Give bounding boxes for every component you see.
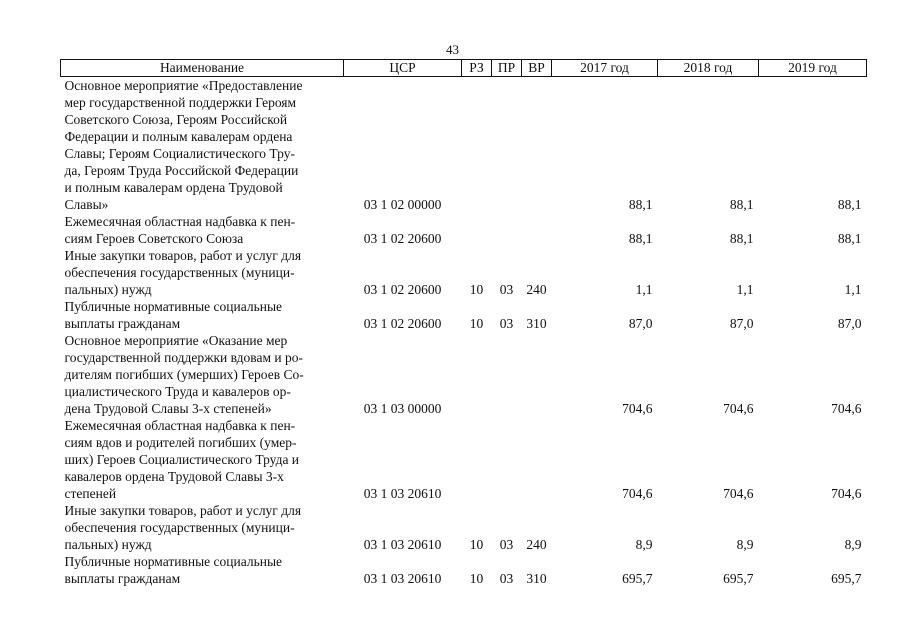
cell-rz <box>462 417 492 502</box>
table-header <box>61 60 867 77</box>
name-line: Публичные нормативные социальные <box>64 299 283 314</box>
cell-name <box>61 332 344 417</box>
cell-pr: 03 <box>499 571 514 586</box>
cell-2017: 88,1 <box>628 197 653 212</box>
table-row <box>61 502 867 553</box>
cell-pr: 03 <box>499 537 514 552</box>
table-row <box>61 213 867 247</box>
cell-csr: 03 1 03 20610 <box>363 537 442 552</box>
cell-name <box>61 77 344 214</box>
cell-2018: 8,9 <box>736 537 754 552</box>
cell-rz: 10 <box>469 537 484 552</box>
name-line: Славы» <box>64 197 109 212</box>
cell-2017: 695,7 <box>622 571 653 586</box>
header-pr: ПР <box>492 60 522 77</box>
cell-2019: 1,1 <box>844 282 862 297</box>
name-line: сиям вдов и родителей погибших (умер- <box>64 435 297 450</box>
cell-2019: 8,9 <box>844 537 862 552</box>
cell-csr: 03 1 03 00000 <box>363 401 442 416</box>
name-line: сиям Героев Советского Союза <box>64 231 244 246</box>
cell-2017: 87,0 <box>628 316 653 331</box>
cell-vr <box>522 213 552 247</box>
cell-2019: 704,6 <box>831 486 862 501</box>
cell-rz <box>462 77 492 214</box>
cell-2018: 695,7 <box>723 571 754 586</box>
name-line: дена Трудовой Славы 3-х степеней» <box>64 401 272 416</box>
cell-vr <box>522 332 552 417</box>
cell-name <box>61 298 344 332</box>
name-line: государственной поддержки вдовам и ро- <box>64 350 303 365</box>
cell-2018: 704,6 <box>723 486 754 501</box>
name-line: Иные закупки товаров, работ и услуг для <box>64 248 302 263</box>
cell-pr: 03 <box>499 316 514 331</box>
name-line: пальных) нужд <box>64 537 152 552</box>
header-vr: ВР <box>522 60 552 77</box>
cell-rz: 10 <box>469 571 484 586</box>
header-csr: ЦСР <box>344 60 462 77</box>
name-line: кавалеров ордена Трудовой Славы 3-х <box>64 469 284 484</box>
cell-2019: 87,0 <box>837 316 862 331</box>
cell-csr: 03 1 02 20600 <box>363 231 442 246</box>
name-line: обеспечения государственных (муници- <box>64 265 295 280</box>
table-row <box>61 332 867 417</box>
cell-rz: 10 <box>469 316 484 331</box>
cell-2017: 704,6 <box>622 486 653 501</box>
cell-vr: 240 <box>526 537 547 552</box>
budget-table <box>60 59 867 587</box>
name-line: Ежемесячная областная надбавка к пен- <box>64 214 296 229</box>
cell-name <box>61 553 344 587</box>
cell-pr <box>492 77 522 214</box>
cell-2018: 87,0 <box>729 316 754 331</box>
cell-vr <box>522 77 552 214</box>
name-line: да, Героям Труда Российской Федерации <box>64 163 299 178</box>
cell-pr <box>492 332 522 417</box>
cell-vr: 310 <box>526 571 547 586</box>
cell-vr <box>522 417 552 502</box>
name-line: Основное мероприятие «Оказание мер <box>64 333 288 348</box>
table-row <box>61 553 867 587</box>
cell-2018: 1,1 <box>736 282 754 297</box>
cell-csr: 03 1 03 20610 <box>363 571 442 586</box>
cell-pr <box>492 417 522 502</box>
cell-csr: 03 1 03 20610 <box>363 486 442 501</box>
name-line: пальных) нужд <box>64 282 152 297</box>
name-line: дителям погибших (умерших) Героев Со- <box>64 367 304 382</box>
cell-vr: 310 <box>526 316 547 331</box>
name-line: Славы; Героям Социалистического Тру- <box>64 146 295 161</box>
header-2017: 2017 год <box>552 60 658 77</box>
header-2018: 2018 год <box>658 60 759 77</box>
name-line: ших) Героев Социалистического Труда и <box>64 452 300 467</box>
cell-2019: 88,1 <box>837 197 862 212</box>
cell-name <box>61 213 344 247</box>
name-line: Советского Союза, Героям Российской <box>64 112 288 127</box>
name-line: Ежемесячная областная надбавка к пен- <box>64 418 296 433</box>
table-row <box>61 77 867 214</box>
cell-csr: 03 1 02 20600 <box>363 316 442 331</box>
cell-name <box>61 417 344 502</box>
cell-2017: 704,6 <box>622 401 653 416</box>
name-line: циалистического Труда и кавалеров ор- <box>64 384 291 399</box>
name-line: обеспечения государственных (муници- <box>64 520 295 535</box>
cell-csr: 03 1 02 00000 <box>363 197 442 212</box>
cell-2019: 695,7 <box>831 571 862 586</box>
name-line: степеней <box>64 486 117 501</box>
name-line: выплаты гражданам <box>64 571 181 586</box>
table-row <box>61 298 867 332</box>
table-row <box>61 417 867 502</box>
cell-rz <box>462 213 492 247</box>
cell-pr <box>492 213 522 247</box>
cell-2018: 704,6 <box>723 401 754 416</box>
cell-2017: 8,9 <box>635 537 653 552</box>
cell-csr: 03 1 02 20600 <box>363 282 442 297</box>
cell-2019: 704,6 <box>831 401 862 416</box>
cell-name <box>61 502 344 553</box>
cell-pr: 03 <box>499 282 514 297</box>
header-2019: 2019 год <box>759 60 867 77</box>
header-rz: РЗ <box>462 60 492 77</box>
name-line: и полным кавалерам ордена Трудовой <box>64 180 283 195</box>
cell-2018: 88,1 <box>729 231 754 246</box>
cell-rz <box>462 332 492 417</box>
cell-2018: 88,1 <box>729 197 754 212</box>
name-line: выплаты гражданам <box>64 316 181 331</box>
name-line: Публичные нормативные социальные <box>64 554 283 569</box>
page-number: 43 <box>446 42 459 57</box>
cell-vr: 240 <box>526 282 547 297</box>
name-line: Федерации и полным кавалерам ордена <box>64 129 293 144</box>
header-name: Наименование <box>61 60 344 77</box>
cell-name <box>61 247 344 298</box>
table-row <box>61 247 867 298</box>
cell-rz: 10 <box>469 282 484 297</box>
cell-2017: 88,1 <box>628 231 653 246</box>
table-body <box>61 77 867 588</box>
cell-2017: 1,1 <box>635 282 653 297</box>
name-line: мер государственной поддержки Героям <box>64 95 297 110</box>
name-line: Основное мероприятие «Предоставление <box>64 78 303 93</box>
cell-2019: 88,1 <box>837 231 862 246</box>
name-line: Иные закупки товаров, работ и услуг для <box>64 503 302 518</box>
